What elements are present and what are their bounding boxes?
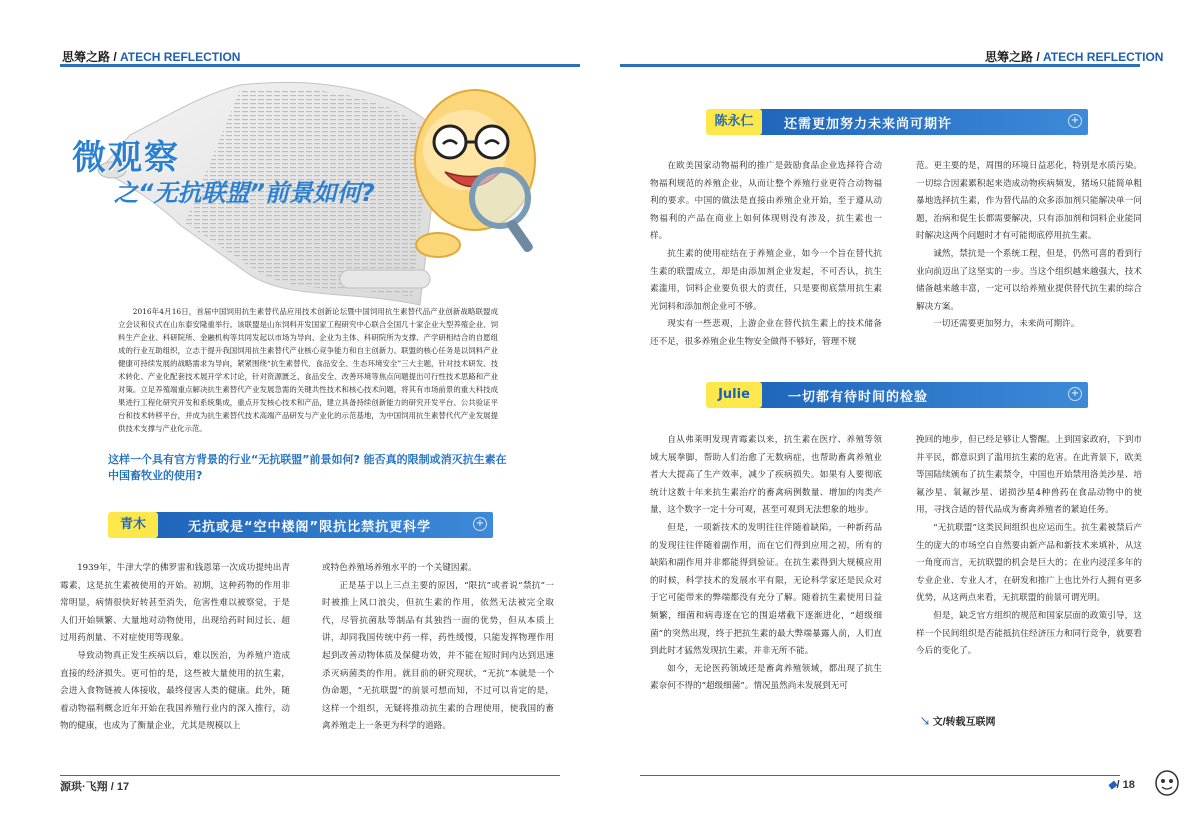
paragraph: 但是，缺乏官方组织的规范和国家层面的政策引导，这样一个民间组织是否能抵抗住经济压力和同行竞争，就要看今后的变化了。 <box>916 610 1142 657</box>
section-title-right-1: 还需更加努力未来尚可期许 <box>784 117 953 132</box>
header-right-en: ATECH REFLECTION <box>1043 50 1164 64</box>
source-arrow-icon: ↘ <box>920 717 933 728</box>
header-right-cn: 思筹之路 <box>985 50 1034 64</box>
section-bar-left <box>118 512 493 538</box>
right2-column-1 <box>650 432 882 696</box>
paragraph: “无抗联盟”这类民间组织也应运而生。抗生素被禁后产生的庞大的市场空白自然要由新产品和新技术来填补，从这一角度而言，无抗联盟的机会是巨大的；在业内浸淫多年的专业企业、专业人才，在研发和推广上也比外行人拥有更多优势，从这两点来看，无抗联盟的前景可谓光明。 <box>916 522 1142 604</box>
mascot-illustration <box>400 80 550 265</box>
paragraph: 1939年，牛津大学的佛罗雷和钱恩第一次成功提纯出青霉素，这是抗生素被使用的开始。初期，这种药物的作用非常明显，病情很快好转甚至消失，危害性难以被察觉，于是人们开始频繁、大量地对动物使用，出现给药时间过长、超过用药剂量、不对症使用等现象。 <box>60 563 290 644</box>
author-tag-right-2: Julie <box>706 382 762 408</box>
header-sep: / <box>110 50 121 64</box>
header-left-cn: 思筹之路 <box>62 50 111 64</box>
header-left-en: ATECH REFLECTION <box>120 50 241 64</box>
paragraph: 导致动物真正发生疾病以后，难以医治，为养殖户造成直接的经济损失。更可怕的是，这些被大量使用的抗生素，会进入食物链被人体接收，最终侵害人类的健康。此外，随着动物福利概念近年开始在我国养殖行业内的深入推行，动物的健康，也成为了衡量企业，尤其是规模以上 <box>60 650 290 732</box>
intro-paragraph: 2016年4月16日，首届中国饲用抗生素替代品应用技术创新论坛暨中国饲用抗生素替代品产业创新战略联盟成立会议和仪式在山东泰安隆重举行。该联盟是山东饲料开发国家工程研究中心联合全国几十家企业大型养殖企业、饲料生产企业、科研院所、金融机构等共同发起以市场为导向、企业为主体、科研院所为支撑、产学研相结合的自愿组成的行业互助组织，立志于提升我国饲用抗生素替代产业核心竞争能力和自主创新力。联盟的核心任务是以饲料产业健康可持续发展的战略需求为导向，紧紧围绕“抗生素替代、食品安全、生态环境安全”三大主题，针对技术研发、技术转化、产业化配套技术展开学术讨论，针对资源匮乏、食品安全、改善环境等焦点问题提出可行性技术思路和产业对策。立足养殖端重点解决抗生素替代产业发展急需的关键共性技术和核心技术问题，将其有市场前景的重大科技成果进行工程化研究开发和系统集成，重点开发核心技术和产品，建立具备持续创新能力的研究开发平台、公共验证平台和技术转移平台，并成为抗生素替代技术高端产品研发与产业化的示范基地，为中国饲用抗生素替代代产业发展提供技术支撑与产业化示范。 <box>118 307 498 433</box>
footer-page-number: / 18 <box>1116 779 1135 791</box>
hero-subtitle: 之“无抗联盟”前景如何? <box>114 179 375 207</box>
footer-left: 源珙·飞翔 / 17 <box>60 781 130 793</box>
header-rule-left <box>60 64 580 67</box>
plus-icon: + <box>473 517 487 531</box>
paragraph: 抗生素的使用症结在于养殖企业，如今一个旨在替代抗生素的联盟成立，却是由添加剂企业发起，不可否认，抗生素滥用，饲料企业要负很大的责任，只是要彻底禁用抗生素光饲料和添加剂企业可不够。 <box>650 248 882 312</box>
source-credit <box>920 713 996 728</box>
hero-title: 微观察 <box>72 138 180 178</box>
paragraph: 但是，一项新技术的发明往往伴随着缺陷，一种新药品的发现往往伴随着副作用，而在它们得到应用之初，所有的缺陷和副作用并非都能得到验证。在抗生素得到大规模应用的时候，科学技术的发展水平有限，无论科学家还是民众对于它可能带来的弊端都没有充分了解。随着抗生素使用日益频繁，细菌和病毒逐在它的围追堵截下逐渐进化，“超级细菌”的突然出现，终于把抗生素的最大弊端暴露人前，人们直到此时才猛然发现抗生素，并非无所不能。 <box>650 522 882 657</box>
header-left <box>62 48 240 65</box>
author-tag-right-1: 陈永仁 <box>706 109 762 135</box>
paragraph: 现实有一些悲观，上游企业在替代抗生素上的技术储备还不足，很多养殖企业生物安全做得不够好，管理不规 <box>650 319 882 347</box>
footer-mascot-icon <box>1152 766 1182 796</box>
header-right <box>985 48 1163 65</box>
section-title-left: 无抗或是“空中楼阁”限抗比禁抗更科学 <box>188 520 432 535</box>
left-column-2 <box>322 560 554 736</box>
plus-icon: + <box>1068 387 1082 401</box>
footer-rule-right <box>640 775 1120 776</box>
paragraph: 自从弗莱明发现青霉素以来，抗生素在医疗、养殖等领域大展拳脚，帮助人们治愈了无数病症，也帮助畜禽养殖业者大大提高了生产效率，减少了疾病损失。如果有人要彻底统计这数十年来抗生素治疗的畜禽病例数量、增加的肉类产量，这个数字一定十分可观，甚至可观到无法想象的地步。 <box>650 435 882 516</box>
paragraph: 或特色养殖场养殖水平的一个关键因素。 <box>322 563 477 573</box>
paragraph: 范。更主要的是，周围的环境日益恶化，特别是水质污染。一切综合因素累积起来造成动物疾病频发，猪场只能简单粗暴地选择抗生素，作为替代品的众多添加剂只能解决单一问题，治病和促生长都需要解决，只有添加剂和饲料企业能同时解决这两个问题时才有可能彻底停用抗生素。 <box>916 161 1142 242</box>
section-bar-right-2 <box>718 382 1088 408</box>
header-rule-right <box>620 64 1140 67</box>
paragraph: 如今，无论医药领域还是畜禽养殖领域，都出现了抗生素奈何不得的“超级细菌”。情况虽然尚未发展到无可 <box>650 663 882 692</box>
footer-logo-icon: ◆ <box>1108 779 1117 791</box>
source-text: 文/转载互联网 <box>932 717 996 728</box>
lead-question: 这样一个具有官方背景的行业“无抗联盟”前景如何? 能否真的限制或消灭抗生素在中国畜牧业的使用? <box>108 453 507 482</box>
right1-column-1 <box>650 158 882 352</box>
paragraph: 挽回的地步，但已经足够让人警醒。上到国家政府，下到市井平民，都意识到了滥用抗生素的危害。在此背景下，欧美等国陆续颁布了抗生素禁令，中国也开始禁用洛美沙星、培氟沙星、氧氟沙星、诺损沙星4种兽药在食品动物中的使用，寻找合适的替代品成为畜禽养殖者的紧迫任务。 <box>916 435 1142 516</box>
section-title-right-2: 一切都有待时间的检验 <box>788 390 929 405</box>
right1-column-2 <box>916 158 1142 334</box>
section-bar-right-1 <box>718 109 1088 135</box>
footer-rule-left <box>60 775 560 776</box>
paragraph: 一切还需要更加努力，未来尚可期许。 <box>933 319 1080 330</box>
header-sep-right: / <box>1033 50 1044 64</box>
left-column-1 <box>60 560 290 736</box>
paragraph: 正是基于以上三点主要的原因，“限抗”或者说“禁抗”一时被推上风口浪尖，但抗生素的作用，依然无法被完全取代，尽管抗菌肽等制品有其独挡一面的优势，但从本质上讲，却同我国传统中药一样，药性缓慢，只能发挥物理作用起到改善动物体质及保健功效，并不能在短时间内达到迅速杀灭病菌类的作用。就目前的研究现状，“无抗”本就是一个伪命题，“无抗联盟”的前景可想而知，不过可以肯定的是，这样一个组织，无疑将推动抗生素的合理使用，使我国的畜禽养殖走上一条更为科学的道路。 <box>322 580 554 732</box>
plus-icon: + <box>1068 114 1082 128</box>
author-tag-left: 青木 <box>108 512 158 538</box>
footer-right <box>1108 778 1135 791</box>
right2-column-2 <box>916 432 1142 661</box>
paragraph: 诚然，禁抗是一个系统工程，但是，仍然可喜的看到行业向前迈出了这坚实的一步。当这个组织越来越强大，技术储备越来越丰富，一定可以给养殖业提供替代抗生素的综合解决方案。 <box>916 248 1142 312</box>
paragraph: 在欧美国家动物福利的推广是鼓励食品企业选择符合动物福利规范的养殖企业，从而让整个养殖行业更符合动物福利的要求。中国的做法是直接由养殖企业开始，至于遵从动物福利的产品在商业上如何体现则没有涉及，抗生素也一样。 <box>650 161 882 242</box>
